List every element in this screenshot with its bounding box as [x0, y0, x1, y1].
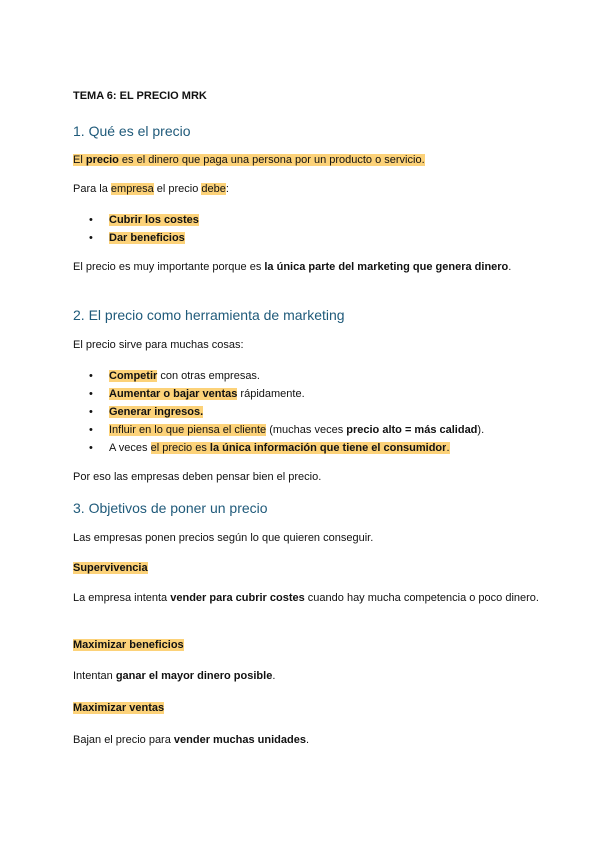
s1-paragraph-1 [73, 151, 539, 170]
text-highlight: debe [201, 183, 226, 195]
objective-2-text: Intentan ganar el mayor dinero posible. [73, 670, 276, 682]
section-2-heading: 2. El precio como herramienta de marketing [73, 307, 345, 323]
list-item: • Influir en lo que piensa el cliente (muchas veces precio alto = más calidad). [73, 421, 539, 439]
s2-bullet-list [73, 367, 539, 457]
list-item: • Aumentar o bajar ventas rápidamente. [73, 385, 539, 403]
list-item: • Dar beneficios [73, 229, 539, 247]
s2-outro: Por eso las empresas deben pensar bien el precio. [73, 471, 322, 483]
objective-3-title: Maximizar ventas [73, 702, 165, 714]
s3-intro: Las empresas ponen precios según lo que quieren conseguir. [73, 532, 374, 544]
text-highlight: empresa [110, 183, 154, 195]
list-item: • Cubrir los costes [73, 211, 539, 229]
list-item: • Generar ingresos. [73, 403, 539, 421]
document-title: TEMA 6: EL PRECIO MRK [73, 90, 207, 102]
text-highlight: El precio es el dinero que paga una persona por un producto o servicio. [73, 154, 425, 166]
objective-2-title: Maximizar beneficios [73, 639, 184, 651]
s1-paragraph-2: Para la empresa el precio debe: [73, 183, 229, 195]
section-1-heading: 1. Qué es el precio [73, 123, 191, 139]
objective-3-text: Bajan el precio para vender muchas unidades. [73, 734, 310, 746]
objective-1-text: La empresa intenta vender para cubrir costes cuando hay mucha competencia o poco dinero. [73, 592, 539, 604]
list-item: • A veces el precio es la única información que tiene el consumidor. [73, 439, 539, 457]
list-item: • Competir con otras empresas. [73, 367, 539, 385]
section-3-heading: 3. Objetivos de poner un precio [73, 500, 268, 516]
s2-intro: El precio sirve para muchas cosas: [73, 339, 244, 351]
objective-1-title: Supervivencia [73, 562, 148, 574]
s1-paragraph-3: El precio es muy importante porque es la única parte del marketing que genera dinero. [73, 261, 512, 273]
s1-bullet-list [73, 211, 539, 247]
